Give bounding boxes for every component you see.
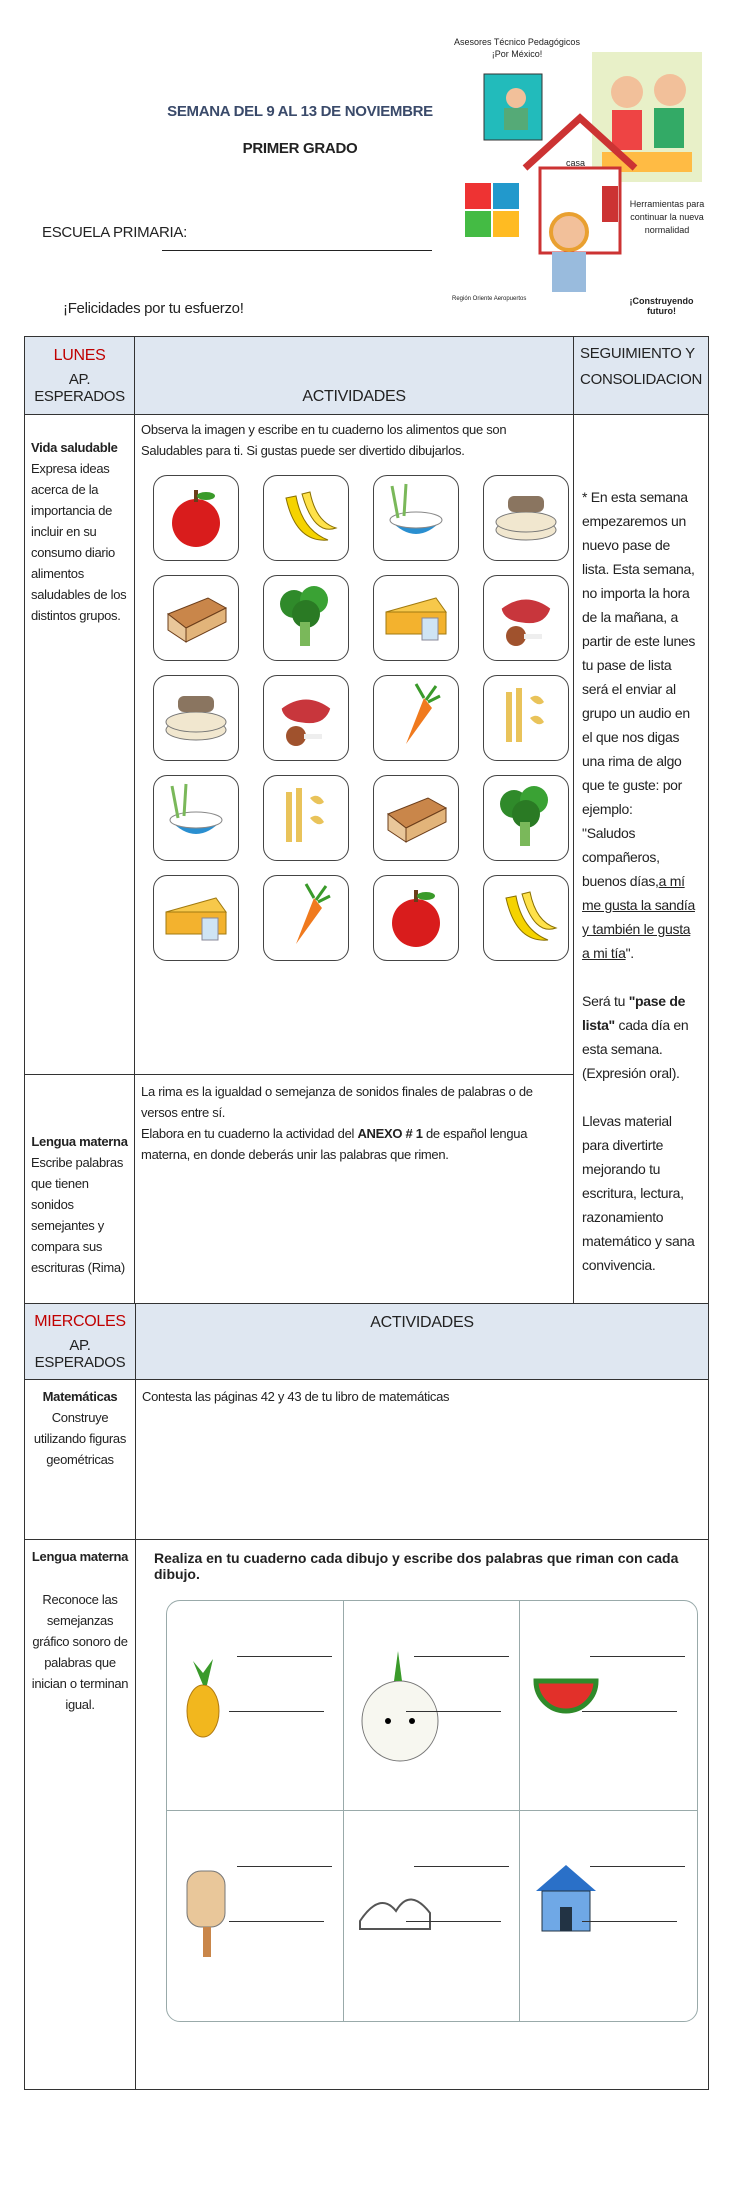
puzzle-icon [460,178,526,248]
tools-text: Herramientas para continuar la nueva normalidad [629,199,705,235]
answer-line[interactable] [237,1656,332,1657]
mexico-text: ¡Por México! [491,49,543,59]
region-text: Región Oriente Aeropuertos [452,296,527,302]
vida-title: Vida saludable [31,440,118,455]
math-title: Matemáticas [42,1389,118,1404]
rice-icon [153,775,239,861]
worksheet-cell-pineapple [167,1601,344,1811]
vida-cell [25,415,135,1075]
onion-icon [350,1641,450,1776]
wed-ap-label: AP. ESPERADOS [34,1336,126,1371]
door-icon [600,184,620,224]
followup-2c: ". [625,945,634,961]
food-grid [153,475,567,961]
carrot-icon [373,675,459,761]
carrot-icon [263,875,349,961]
lengua-activity-1: La rima es la igualdad o semejanza de sonidos finales de palabras o de versos entre sí. [141,1084,533,1121]
wed-lengua-text: Reconoce las semejanzas gráfico sonoro de palabras que inician o terminan igual. [31,1592,129,1712]
vida-activity: Observa la imagen y escribe en tu cuaderno los alimentos que son Saludables para ti. Si gustas puede ser divertido dibujarlos. [141,422,507,458]
answer-line[interactable] [406,1711,501,1712]
casa-text: casa [566,158,586,168]
monday-table [24,336,709,1358]
answer-line[interactable] [406,1921,501,1922]
math-cell [25,1380,136,1540]
school-label: ESCUELA PRIMARIA: [42,224,187,241]
monday-day: LUNES [53,346,106,364]
wed-activities-header: ACTIVIDADES [136,1304,709,1380]
followup-4: Llevas material para divertirte mejorando tu escritura, lectura, razonamiento matemático y sana convivencia. [582,1113,695,1273]
wed-lengua-cell [25,1540,136,2090]
broccoli-icon [263,575,349,661]
worksheet-cell-onion [344,1601,521,1811]
answer-line[interactable] [582,1921,677,1922]
followup-2b: a mí me gusta la sandía y también le gusta a mi tía [582,873,695,961]
wednesday-day: MIERCOLES [34,1312,126,1330]
vida-activity-cell [135,415,574,1075]
answer-line[interactable] [414,1866,509,1867]
worksheet [166,1600,698,2022]
grade-title: PRIMER GRADO [242,140,358,157]
cheese-icon [153,875,239,961]
followup-cell [574,415,709,1358]
tortillas-icon [153,675,239,761]
worksheet-cell-house [520,1811,697,2021]
school-line [162,250,432,251]
camel-icon [350,1851,450,1986]
pasta-icon [483,675,569,761]
pineapple-icon [173,1641,273,1776]
congrats-text: ¡Felicidades por tu esfuerzo! [63,300,244,317]
watermelon-icon [526,1641,626,1776]
lengua-text: Escribe palabras que tienen sonidos semejantes y compara sus escrituras (Rima) [31,1155,125,1276]
followup-3c: cada día en esta semana. (Expresión oral). [582,1017,689,1081]
lengua-activity-2b: ANEXO # 1 [357,1126,423,1142]
bread-icon [153,575,239,661]
bread-icon [373,775,459,861]
apple-icon [153,475,239,561]
answer-line[interactable] [237,1866,332,1867]
tortillas-icon [483,475,569,561]
monday-header-cell [25,337,135,415]
week-title: SEMANA DEL 9 AL 13 DE NOVIEMBRE [167,103,433,120]
broccoli-icon [483,775,569,861]
math-text: Construye utilizando figuras geométricas [33,1410,127,1467]
worksheet-cell-camel [344,1811,521,2021]
wednesday-header-cell [25,1304,136,1380]
banana-icon [483,875,569,961]
header-collage [452,28,710,318]
answer-line[interactable] [590,1866,685,1867]
cheese-icon [373,575,459,661]
lengua-title: Lengua materna [31,1134,128,1150]
meat-icon [483,575,569,661]
lengua-activity-2c: de español lengua materna, en donde deberás unir las palabras que rimen. [141,1126,528,1163]
ice-cream-icon [173,1851,273,1986]
answer-line[interactable] [229,1921,324,1922]
child-reading-icon [536,208,602,303]
activities-header: ACTIVIDADES [135,337,574,415]
lengua-activity-2a: Elabora en tu cuaderno la actividad del [141,1126,355,1142]
worksheet-cell [136,1540,709,2090]
answer-line[interactable] [229,1711,324,1712]
worksheet-cell-ice-cream [167,1811,344,2021]
math-activity: Contesta las páginas 42 y 43 de tu libro de matemáticas [136,1380,709,1540]
worksheet-title: Realiza en tu cuaderno cada dibujo y escribe dos palabras que riman con cada dibujo. [154,1550,679,1582]
apple-icon [373,875,459,961]
worksheet-cell-watermelon [520,1601,697,1811]
answer-line[interactable] [582,1711,677,1712]
followup-2a: "Saludos compañeros, buenos días, [582,825,660,889]
rice-icon [373,475,459,561]
banana-icon [263,475,349,561]
advisors-text: Asesores Técnico Pedagógicos [454,37,580,47]
answer-line[interactable] [414,1656,509,1657]
followup-header: SEGUIMIENTO Y CONSOLIDACION [574,337,709,415]
vida-text: Expresa ideas acerca de la importancia de incluir en su consumo diario alimentos saludables de los distintos grupos. [31,461,127,623]
followup-3a: Será tu [582,993,626,1009]
ap-label: AP. ESPERADOS [34,370,125,405]
meat-icon [263,675,349,761]
future-text: ¡Construyendo futuro! [629,296,694,316]
house-icon [526,1851,626,1986]
pasta-icon [263,775,349,861]
followup-3b: "pase de lista" [582,993,686,1033]
answer-line[interactable] [590,1656,685,1657]
wed-lengua-title: Lengua materna [31,1549,129,1564]
followup-1: * En esta semana empezaremos un nuevo pase de lista. Esta semana, no importa la hora de la mañana, a partir de este lunes tu pase de lista será el enviar al grupo un audio en el que nos digas una rima de algo que te guste: por ejemplo: [582,489,696,817]
wednesday-table [24,1303,709,2090]
